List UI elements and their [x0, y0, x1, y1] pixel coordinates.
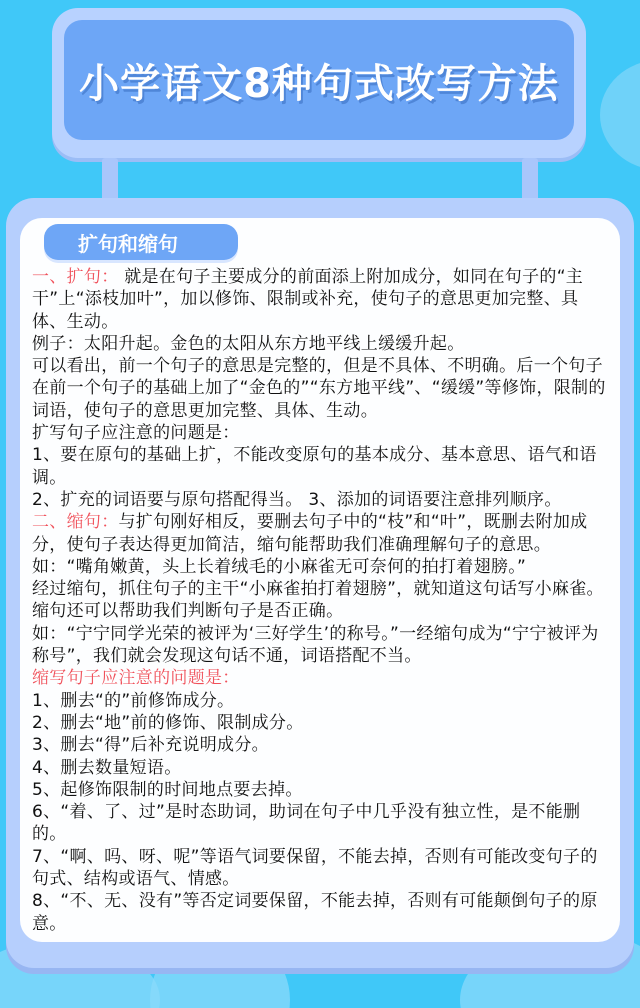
paragraph-text: 如：“嘴角嫩黄，头上长着绒毛的小麻雀无可奈何的拍打着翅膀。”: [32, 556, 527, 577]
paragraph: [32, 489, 606, 511]
article-body: [32, 266, 606, 935]
paragraph-text: 扩写句子应注意的问题是：: [32, 423, 240, 444]
paragraph: [32, 355, 606, 422]
paragraph: [32, 801, 606, 846]
paragraph-text: 例子：太阳升起。金色的太阳从东方地平线上缓缓升起。: [32, 333, 465, 354]
paragraph: [32, 623, 606, 668]
paragraph: [32, 734, 606, 756]
page-title: 小学语文8种句式改写方法: [79, 60, 559, 107]
paragraph: [32, 712, 606, 734]
paragraph: [32, 600, 606, 622]
title-board: [52, 8, 586, 158]
paragraph: [32, 690, 606, 712]
paragraph-text: 1、删去“的”前修饰成分。: [32, 690, 235, 711]
paragraph: [32, 266, 606, 333]
paragraph-text: 5、起修饰限制的时间地点要去掉。: [32, 779, 303, 800]
paragraph-text: 与扩句刚好相反，要删去句子中的“枝”和“叶”，既删去附加成分，使句子表达得更加简洁，缩句能帮助我们准确理解句子的意思。: [32, 512, 588, 555]
paragraph: [32, 779, 606, 801]
paragraph: [32, 757, 606, 779]
section-title: 扩句和缩句: [78, 231, 178, 256]
paragraph-text: 1、要在原句的基础上扩，不能改变原句的基本成分、基本意思、语气和语调。: [32, 445, 597, 488]
cloud-decoration: [600, 60, 640, 170]
paragraph: [32, 667, 606, 689]
title-panel: [64, 20, 574, 140]
paragraph-lead: 缩写句子应注意的问题是：: [32, 668, 240, 689]
content-card: [20, 218, 620, 942]
content-card-frame: [6, 198, 634, 968]
paragraph-text: 3、删去“得”后补充说明成分。: [32, 735, 269, 756]
paragraph-text: 6、“着、了、过”是时态助词，助词在句子中几乎没有独立性，是不能删的。: [32, 802, 581, 845]
paragraph-text: 如：“宁宁同学光荣的被评为‘三好学生’的称号。”一经缩句成为“宁宁被评为称号”，我们就会发现这句话不通，词语搭配不当。: [32, 623, 599, 667]
paragraph: [32, 511, 606, 556]
paragraph-text: 可以看出，前一个句子的意思是完整的，但是不具体、不明确。后一个句子在前一个句子的基础上加了“金色的”“东方地平线”、“缓缓”等修饰，限制的词语，使句子的意思更加完整、具体、生动。: [32, 356, 606, 421]
paragraph: [32, 556, 606, 578]
paragraph-lead: 二、缩句：: [32, 512, 119, 533]
section-tag: [44, 224, 238, 260]
paragraph: [32, 444, 606, 489]
paragraph-text: 经过缩句，抓住句子的主干“小麻雀拍打着翅膀”，就知道这句话写小麻雀。: [32, 579, 604, 600]
paragraph-text: 缩句还可以帮助我们判断句子是否正确。: [32, 601, 344, 622]
paragraph-lead: 一、扩句：: [32, 267, 119, 287]
paragraph: [32, 846, 606, 891]
paragraph-text: 7、“啊、吗、呀、呢”等语气词要保留，不能去掉，否则有可能改变句子的句式、结构或语气、情感。: [32, 846, 598, 890]
paragraph: [32, 333, 606, 355]
paragraph-text: 8、“不、无、没有”等否定词要保留，不能去掉，否则有可能颠倒句子的原意。: [32, 891, 598, 934]
paragraph-text: 2、删去“地”前的修饰、限制成分。: [32, 712, 304, 733]
paragraph-text: 2、扩充的词语要与原句搭配得当。 3、添加的词语要注意排列顺序。: [32, 489, 562, 510]
paragraph: [32, 890, 606, 935]
paragraph-text: 4、删去数量短语。: [32, 757, 182, 778]
paragraph-text: 就是在句子主要成分的前面添上附加成分，如同在句子的“主干”上“添枝加叶”，加以修饰、限制或补充，使句子的意思更加完整、具体、生动。: [32, 267, 584, 332]
paragraph: [32, 422, 606, 444]
paragraph: [32, 578, 606, 600]
